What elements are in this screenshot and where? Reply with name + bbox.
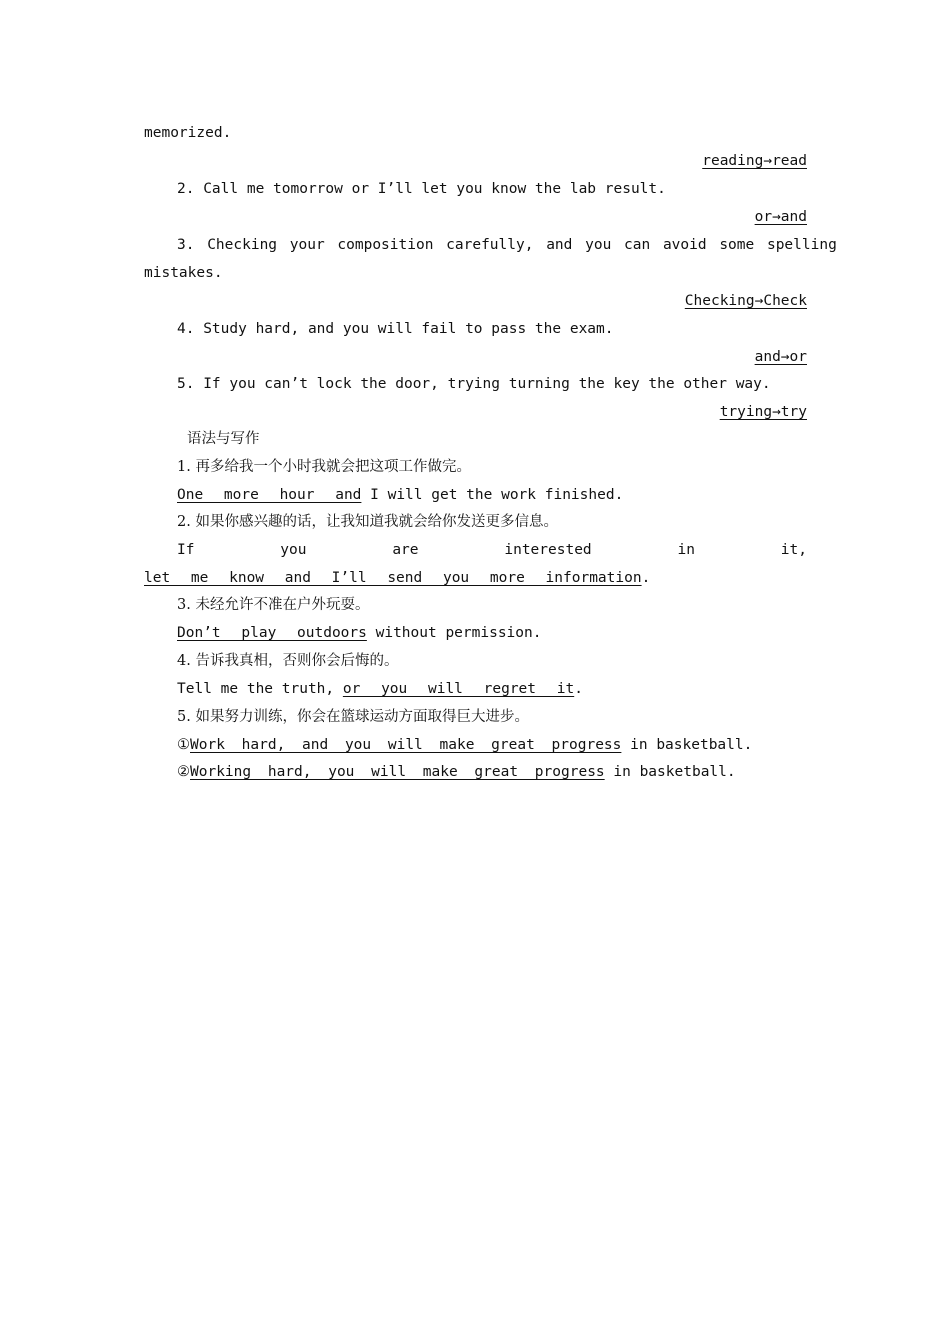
question-line: 4. Study hard, and you will fail to pass the exam. <box>177 321 614 337</box>
answer-sentence <box>177 484 807 506</box>
option-marker: ② <box>177 764 190 780</box>
answer-line <box>144 150 807 172</box>
correction-answer: trying→try <box>719 404 807 420</box>
sentence-rest: in basketball. <box>613 764 736 780</box>
word: in <box>677 542 695 558</box>
word: If <box>177 542 195 558</box>
chinese-prompt: 1. 再多给我一个小时我就会把这项工作做完。 <box>177 459 471 475</box>
blank-answer: Don’t play outdoors <box>177 625 367 641</box>
word: interested <box>504 542 592 558</box>
answer-line <box>144 290 807 312</box>
blank-answer: or you will regret it <box>342 681 575 697</box>
question-line: 5. If you can’t lock the door, trying turning the key the other way. <box>177 376 771 392</box>
answer-sentence <box>144 567 807 589</box>
sentence-rest: . <box>641 570 651 586</box>
sentence-rest: without permission. <box>375 625 542 641</box>
answer-line <box>144 346 807 368</box>
correction-answer: reading→read <box>702 153 807 169</box>
chinese-prompt: 5. 如果努力训练，你会在篮球运动方面取得巨大进步。 <box>177 709 529 725</box>
chinese-prompt: 2. 如果你感兴趣的话，让我知道我就会给你发送更多信息。 <box>177 514 558 530</box>
question-text: 3. Checking your composition carefully, and you can avoid some spelling <box>177 237 837 253</box>
answer-sentence <box>177 678 807 700</box>
answer-option <box>177 761 807 783</box>
answer-line <box>144 206 807 228</box>
blank-answer: Work hard, and you will make great progress <box>190 737 622 753</box>
blank-answer: One more hour and <box>177 487 362 503</box>
sentence-prefix <box>177 539 807 561</box>
text-line: mistakes. <box>144 265 223 281</box>
chinese-prompt: 3. 未经允许不准在户外玩耍。 <box>177 597 370 613</box>
blank-answer: Working hard, you will make great progress <box>190 764 605 780</box>
sentence-rest: in basketball. <box>630 737 753 753</box>
sentence-rest: I will get the work finished. <box>370 487 624 503</box>
answer-sentence <box>177 622 807 644</box>
section-heading: 语法与写作 <box>187 431 260 447</box>
chinese-prompt: 4. 告诉我真相，否则你会后悔的。 <box>177 653 399 669</box>
option-marker: ① <box>177 737 190 753</box>
correction-answer: and→or <box>754 349 807 365</box>
question-line: 2. Call me tomorrow or I’ll let you know the lab result. <box>177 181 666 197</box>
question-line <box>177 234 837 256</box>
word: you <box>280 542 307 558</box>
text-line: memorized. <box>144 125 232 141</box>
sentence-prefix: Tell me the truth, <box>177 681 335 697</box>
answer-option <box>177 734 807 756</box>
correction-answer: or→and <box>754 209 807 225</box>
word: are <box>392 542 419 558</box>
blank-answer: let me know and I’ll send you more information <box>144 570 642 586</box>
word: it, <box>780 542 807 558</box>
answer-line <box>144 401 807 423</box>
sentence-rest: . <box>574 681 583 697</box>
correction-answer: Checking→Check <box>684 293 807 309</box>
